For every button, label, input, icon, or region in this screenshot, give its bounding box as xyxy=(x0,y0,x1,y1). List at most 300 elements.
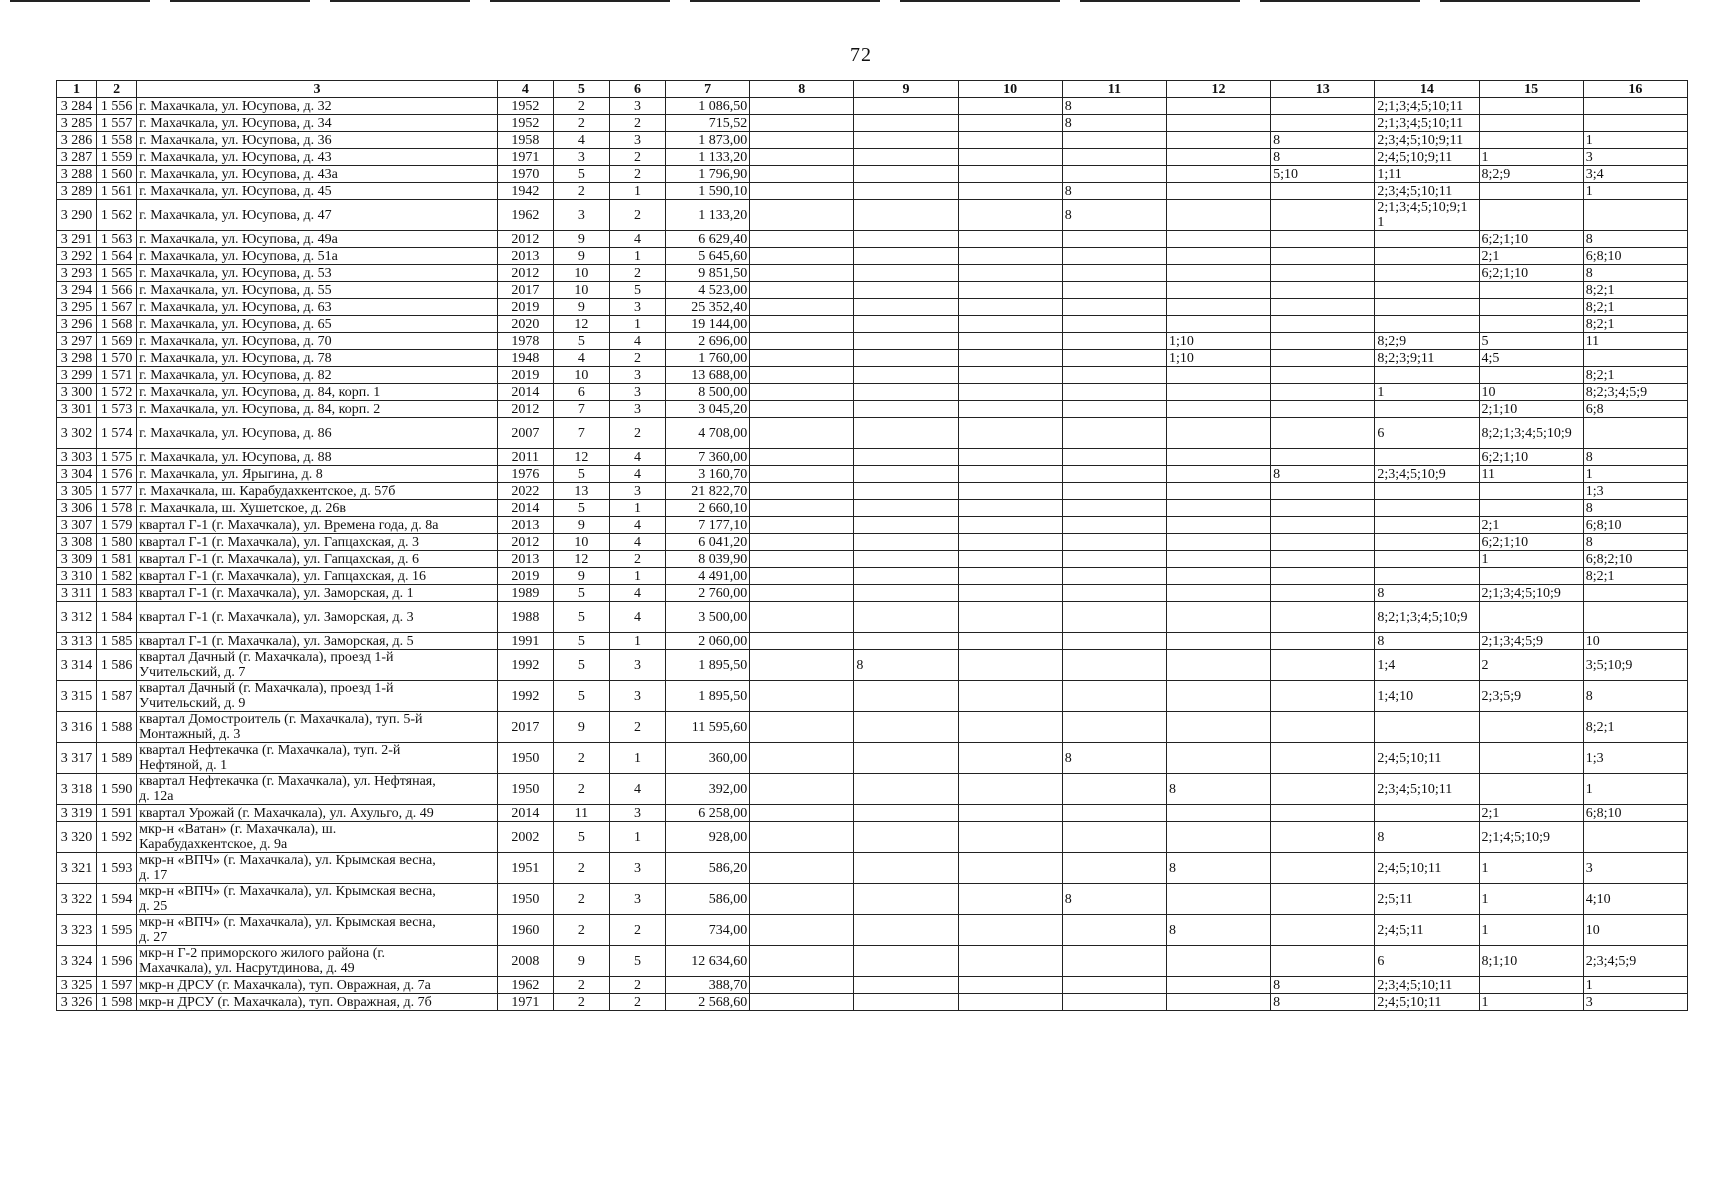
cell-year-built: 1992 xyxy=(497,681,553,712)
table-row xyxy=(57,774,1688,805)
cell-col-10 xyxy=(958,884,1062,915)
cell-col-8 xyxy=(750,712,854,743)
cell-col-13 xyxy=(1271,350,1375,367)
cell-count: 4 xyxy=(609,449,665,466)
cell-col-16: 8;2;3;4;5;9 xyxy=(1583,384,1687,401)
cell-col-11 xyxy=(1062,367,1166,384)
cell-col-11 xyxy=(1062,449,1166,466)
cell-record-number: 3 324 xyxy=(57,946,97,977)
cell-col-15 xyxy=(1479,282,1583,299)
column-header-5: 5 xyxy=(553,81,609,98)
cell-col-12 xyxy=(1166,884,1270,915)
cell-address: г. Махачкала, ул. Юсупова, д. 84, корп. 1 xyxy=(137,384,498,401)
table-row xyxy=(57,333,1688,350)
table-row xyxy=(57,115,1688,132)
cell-col-8 xyxy=(750,602,854,633)
cell-col-16: 6;8;10 xyxy=(1583,248,1687,265)
cell-floors: 6 xyxy=(553,384,609,401)
cell-area: 1 086,50 xyxy=(666,98,750,115)
cell-col-16: 1 xyxy=(1583,774,1687,805)
cell-address: квартал Домостроитель (г. Махачкала), туп. 5-й Монтажный, д. 3 xyxy=(137,712,498,743)
cell-count: 3 xyxy=(609,884,665,915)
cell-area: 7 177,10 xyxy=(666,517,750,534)
cell-col-13 xyxy=(1271,681,1375,712)
cell-col-12 xyxy=(1166,466,1270,483)
table-row xyxy=(57,200,1688,231)
cell-col-16: 1;3 xyxy=(1583,743,1687,774)
cell-col-15: 6;2;1;10 xyxy=(1479,534,1583,551)
cell-year-built: 1952 xyxy=(497,115,553,132)
cell-col-8 xyxy=(750,115,854,132)
cell-area: 928,00 xyxy=(666,822,750,853)
cell-col-15 xyxy=(1479,299,1583,316)
cell-record-number: 3 322 xyxy=(57,884,97,915)
cell-col-13: 8 xyxy=(1271,132,1375,149)
cell-col-13 xyxy=(1271,915,1375,946)
cell-col-14: 1 xyxy=(1375,384,1479,401)
cell-sequence-number: 1 567 xyxy=(97,299,137,316)
cell-col-10 xyxy=(958,681,1062,712)
cell-col-15: 2;3;5;9 xyxy=(1479,681,1583,712)
cell-area: 1 873,00 xyxy=(666,132,750,149)
cell-sequence-number: 1 583 xyxy=(97,585,137,602)
cell-col-16: 8;2;1 xyxy=(1583,316,1687,333)
cell-area: 25 352,40 xyxy=(666,299,750,316)
cell-sequence-number: 1 579 xyxy=(97,517,137,534)
cell-col-13 xyxy=(1271,200,1375,231)
cell-sequence-number: 1 588 xyxy=(97,712,137,743)
cell-col-16 xyxy=(1583,98,1687,115)
cell-col-16: 3 xyxy=(1583,853,1687,884)
cell-col-15 xyxy=(1479,602,1583,633)
cell-sequence-number: 1 560 xyxy=(97,166,137,183)
cell-col-10 xyxy=(958,115,1062,132)
cell-address: г. Махачкала, ул. Юсупова, д. 47 xyxy=(137,200,498,231)
cell-col-8 xyxy=(750,282,854,299)
table-row xyxy=(57,977,1688,994)
cell-col-10 xyxy=(958,805,1062,822)
cell-sequence-number: 1 597 xyxy=(97,977,137,994)
cell-col-14 xyxy=(1375,483,1479,500)
cell-sequence-number: 1 566 xyxy=(97,282,137,299)
cell-col-9 xyxy=(854,822,958,853)
cell-col-8 xyxy=(750,384,854,401)
cell-area: 3 045,20 xyxy=(666,401,750,418)
cell-col-9 xyxy=(854,149,958,166)
cell-col-14: 2;3;4;5;10;9 xyxy=(1375,466,1479,483)
cell-col-8 xyxy=(750,551,854,568)
cell-col-13 xyxy=(1271,853,1375,884)
cell-area: 4 491,00 xyxy=(666,568,750,585)
cell-sequence-number: 1 596 xyxy=(97,946,137,977)
cell-address: квартал Дачный (г. Махачкала), проезд 1-й Учительский, д. 9 xyxy=(137,681,498,712)
cell-sequence-number: 1 576 xyxy=(97,466,137,483)
cell-col-12 xyxy=(1166,265,1270,282)
housing-register-table xyxy=(56,80,1688,1011)
cell-col-13 xyxy=(1271,534,1375,551)
column-header-16: 16 xyxy=(1583,81,1687,98)
cell-col-16 xyxy=(1583,602,1687,633)
cell-col-8 xyxy=(750,517,854,534)
cell-record-number: 3 284 xyxy=(57,98,97,115)
cell-col-16: 3;5;10;9 xyxy=(1583,650,1687,681)
cell-record-number: 3 293 xyxy=(57,265,97,282)
cell-floors: 7 xyxy=(553,401,609,418)
cell-col-12 xyxy=(1166,98,1270,115)
cell-col-8 xyxy=(750,401,854,418)
cell-col-11 xyxy=(1062,248,1166,265)
cell-col-9 xyxy=(854,681,958,712)
cell-col-13 xyxy=(1271,884,1375,915)
cell-sequence-number: 1 580 xyxy=(97,534,137,551)
cell-col-15: 5 xyxy=(1479,333,1583,350)
cell-count: 3 xyxy=(609,681,665,712)
cell-col-13: 8 xyxy=(1271,994,1375,1011)
cell-record-number: 3 298 xyxy=(57,350,97,367)
table-row xyxy=(57,517,1688,534)
cell-year-built: 1952 xyxy=(497,98,553,115)
cell-sequence-number: 1 562 xyxy=(97,200,137,231)
cell-count: 1 xyxy=(609,743,665,774)
cell-col-12 xyxy=(1166,282,1270,299)
cell-col-15 xyxy=(1479,712,1583,743)
cell-year-built: 2012 xyxy=(497,231,553,248)
cell-record-number: 3 287 xyxy=(57,149,97,166)
cell-count: 3 xyxy=(609,805,665,822)
table-row xyxy=(57,183,1688,200)
cell-col-10 xyxy=(958,994,1062,1011)
cell-col-13 xyxy=(1271,316,1375,333)
table-row xyxy=(57,149,1688,166)
cell-col-15 xyxy=(1479,115,1583,132)
cell-sequence-number: 1 577 xyxy=(97,483,137,500)
column-header-9: 9 xyxy=(854,81,958,98)
cell-col-14: 2;3;4;5;10;11 xyxy=(1375,183,1479,200)
cell-col-14 xyxy=(1375,449,1479,466)
cell-record-number: 3 308 xyxy=(57,534,97,551)
cell-col-11 xyxy=(1062,384,1166,401)
cell-area: 13 688,00 xyxy=(666,367,750,384)
cell-floors: 12 xyxy=(553,551,609,568)
cell-year-built: 2022 xyxy=(497,483,553,500)
cell-col-9 xyxy=(854,166,958,183)
cell-floors: 12 xyxy=(553,316,609,333)
cell-col-11 xyxy=(1062,853,1166,884)
table-row xyxy=(57,384,1688,401)
cell-col-14: 6 xyxy=(1375,418,1479,449)
cell-col-10 xyxy=(958,231,1062,248)
cell-col-9 xyxy=(854,333,958,350)
cell-count: 4 xyxy=(609,466,665,483)
cell-col-13 xyxy=(1271,282,1375,299)
cell-col-16: 8 xyxy=(1583,449,1687,466)
table-row xyxy=(57,551,1688,568)
cell-year-built: 1942 xyxy=(497,183,553,200)
cell-floors: 9 xyxy=(553,517,609,534)
cell-col-12 xyxy=(1166,316,1270,333)
cell-col-15: 8;2;9 xyxy=(1479,166,1583,183)
cell-col-11 xyxy=(1062,333,1166,350)
cell-col-11 xyxy=(1062,534,1166,551)
cell-col-10 xyxy=(958,585,1062,602)
cell-col-11 xyxy=(1062,299,1166,316)
column-header-13: 13 xyxy=(1271,81,1375,98)
cell-address: мкр-н Г-2 приморского жилого района (г. Махачкала), ул. Насрутдинова, д. 49 xyxy=(137,946,498,977)
cell-floors: 2 xyxy=(553,183,609,200)
cell-col-9 xyxy=(854,449,958,466)
cell-year-built: 1989 xyxy=(497,585,553,602)
cell-col-9 xyxy=(854,132,958,149)
cell-col-8 xyxy=(750,681,854,712)
cell-col-10 xyxy=(958,299,1062,316)
cell-count: 2 xyxy=(609,418,665,449)
cell-sequence-number: 1 571 xyxy=(97,367,137,384)
cell-record-number: 3 289 xyxy=(57,183,97,200)
cell-record-number: 3 300 xyxy=(57,384,97,401)
cell-col-12 xyxy=(1166,401,1270,418)
cell-record-number: 3 326 xyxy=(57,994,97,1011)
table-row xyxy=(57,98,1688,115)
cell-col-11 xyxy=(1062,681,1166,712)
cell-count: 2 xyxy=(609,166,665,183)
cell-area: 8 500,00 xyxy=(666,384,750,401)
cell-col-13 xyxy=(1271,401,1375,418)
cell-address: г. Махачкала, ул. Юсупова, д. 70 xyxy=(137,333,498,350)
cell-col-13 xyxy=(1271,384,1375,401)
cell-col-8 xyxy=(750,367,854,384)
cell-col-14 xyxy=(1375,282,1479,299)
cell-floors: 5 xyxy=(553,466,609,483)
cell-col-9 xyxy=(854,316,958,333)
cell-col-11 xyxy=(1062,712,1166,743)
cell-col-8 xyxy=(750,483,854,500)
cell-year-built: 1976 xyxy=(497,466,553,483)
page-number: 72 xyxy=(850,44,872,66)
cell-col-13 xyxy=(1271,333,1375,350)
cell-col-12 xyxy=(1166,585,1270,602)
cell-col-11 xyxy=(1062,166,1166,183)
cell-col-12 xyxy=(1166,517,1270,534)
cell-col-13 xyxy=(1271,633,1375,650)
cell-col-10 xyxy=(958,946,1062,977)
cell-col-15: 2;1;10 xyxy=(1479,401,1583,418)
column-header-1: 1 xyxy=(57,81,97,98)
cell-floors: 2 xyxy=(553,743,609,774)
cell-col-15: 2;1 xyxy=(1479,517,1583,534)
cell-area: 7 360,00 xyxy=(666,449,750,466)
cell-floors: 9 xyxy=(553,231,609,248)
cell-col-15 xyxy=(1479,98,1583,115)
cell-col-10 xyxy=(958,534,1062,551)
cell-col-8 xyxy=(750,316,854,333)
cell-col-12 xyxy=(1166,500,1270,517)
cell-address: мкр-н «ВПЧ» (г. Махачкала), ул. Крымская весна, д. 25 xyxy=(137,884,498,915)
cell-col-8 xyxy=(750,568,854,585)
cell-col-13 xyxy=(1271,299,1375,316)
cell-col-8 xyxy=(750,166,854,183)
cell-sequence-number: 1 598 xyxy=(97,994,137,1011)
cell-area: 2 660,10 xyxy=(666,500,750,517)
table-row xyxy=(57,681,1688,712)
cell-year-built: 1970 xyxy=(497,166,553,183)
cell-floors: 5 xyxy=(553,822,609,853)
cell-count: 2 xyxy=(609,200,665,231)
cell-floors: 5 xyxy=(553,500,609,517)
cell-area: 3 500,00 xyxy=(666,602,750,633)
cell-col-15 xyxy=(1479,200,1583,231)
table-row xyxy=(57,946,1688,977)
cell-floors: 10 xyxy=(553,534,609,551)
cell-sequence-number: 1 564 xyxy=(97,248,137,265)
cell-col-11 xyxy=(1062,568,1166,585)
cell-count: 1 xyxy=(609,183,665,200)
cell-sequence-number: 1 582 xyxy=(97,568,137,585)
cell-year-built: 2014 xyxy=(497,805,553,822)
cell-col-8 xyxy=(750,884,854,915)
cell-count: 1 xyxy=(609,248,665,265)
table-row xyxy=(57,534,1688,551)
cell-col-14: 8 xyxy=(1375,822,1479,853)
cell-col-16: 1;3 xyxy=(1583,483,1687,500)
cell-col-14: 2;3;4;5;10;11 xyxy=(1375,977,1479,994)
cell-col-14 xyxy=(1375,231,1479,248)
cell-year-built: 1950 xyxy=(497,774,553,805)
cell-col-14: 2;4;5;10;11 xyxy=(1375,994,1479,1011)
cell-col-11 xyxy=(1062,282,1166,299)
cell-col-13 xyxy=(1271,517,1375,534)
cell-floors: 9 xyxy=(553,299,609,316)
cell-record-number: 3 303 xyxy=(57,449,97,466)
cell-area: 8 039,90 xyxy=(666,551,750,568)
cell-col-14: 1;4;10 xyxy=(1375,681,1479,712)
cell-col-13 xyxy=(1271,115,1375,132)
cell-record-number: 3 313 xyxy=(57,633,97,650)
cell-col-10 xyxy=(958,466,1062,483)
cell-count: 3 xyxy=(609,483,665,500)
cell-year-built: 1948 xyxy=(497,350,553,367)
cell-address: г. Махачкала, ул. Юсупова, д. 55 xyxy=(137,282,498,299)
cell-col-10 xyxy=(958,166,1062,183)
cell-col-15 xyxy=(1479,568,1583,585)
cell-area: 586,20 xyxy=(666,853,750,884)
cell-col-10 xyxy=(958,822,1062,853)
cell-floors: 3 xyxy=(553,200,609,231)
cell-col-16: 8;2;1 xyxy=(1583,712,1687,743)
column-header-3: 3 xyxy=(137,81,498,98)
cell-col-11 xyxy=(1062,418,1166,449)
cell-col-12 xyxy=(1166,483,1270,500)
table-row xyxy=(57,231,1688,248)
cell-col-14: 2;4;5;10;11 xyxy=(1375,743,1479,774)
cell-col-15 xyxy=(1479,183,1583,200)
cell-address: квартал Г-1 (г. Махачкала), ул. Заморская, д. 5 xyxy=(137,633,498,650)
cell-record-number: 3 302 xyxy=(57,418,97,449)
cell-year-built: 2017 xyxy=(497,282,553,299)
cell-record-number: 3 285 xyxy=(57,115,97,132)
cell-col-12 xyxy=(1166,534,1270,551)
cell-sequence-number: 1 570 xyxy=(97,350,137,367)
cell-col-14: 8;2;1;3;4;5;10;9 xyxy=(1375,602,1479,633)
cell-count: 3 xyxy=(609,132,665,149)
cell-col-9 xyxy=(854,551,958,568)
cell-col-15 xyxy=(1479,132,1583,149)
cell-col-8 xyxy=(750,466,854,483)
cell-col-8 xyxy=(750,822,854,853)
cell-col-14: 1;11 xyxy=(1375,166,1479,183)
cell-address: квартал Г-1 (г. Махачкала), ул. Времена года, д. 8а xyxy=(137,517,498,534)
cell-col-13 xyxy=(1271,712,1375,743)
cell-address: квартал Урожай (г. Махачкала), ул. Ахульго, д. 49 xyxy=(137,805,498,822)
cell-col-14: 6 xyxy=(1375,946,1479,977)
cell-sequence-number: 1 563 xyxy=(97,231,137,248)
cell-col-16: 6;8;2;10 xyxy=(1583,551,1687,568)
cell-col-14 xyxy=(1375,248,1479,265)
cell-col-8 xyxy=(750,994,854,1011)
cell-col-9 xyxy=(854,500,958,517)
cell-address: г. Махачкала, ул. Ярыгина, д. 8 xyxy=(137,466,498,483)
cell-col-8 xyxy=(750,248,854,265)
cell-count: 2 xyxy=(609,265,665,282)
cell-sequence-number: 1 558 xyxy=(97,132,137,149)
cell-address: г. Махачкала, ул. Юсупова, д. 84, корп. 2 xyxy=(137,401,498,418)
cell-floors: 5 xyxy=(553,602,609,633)
table-row xyxy=(57,585,1688,602)
cell-col-12 xyxy=(1166,367,1270,384)
cell-col-10 xyxy=(958,333,1062,350)
cell-count: 4 xyxy=(609,774,665,805)
cell-col-14 xyxy=(1375,265,1479,282)
cell-col-8 xyxy=(750,231,854,248)
cell-col-14: 2;4;5;10;9;11 xyxy=(1375,149,1479,166)
cell-record-number: 3 297 xyxy=(57,333,97,350)
cell-year-built: 1958 xyxy=(497,132,553,149)
cell-col-10 xyxy=(958,98,1062,115)
cell-area: 6 258,00 xyxy=(666,805,750,822)
cell-col-10 xyxy=(958,384,1062,401)
cell-address: мкр-н «ВПЧ» (г. Махачкала), ул. Крымская весна, д. 17 xyxy=(137,853,498,884)
cell-col-10 xyxy=(958,200,1062,231)
cell-col-14 xyxy=(1375,316,1479,333)
table-row xyxy=(57,805,1688,822)
cell-col-13 xyxy=(1271,650,1375,681)
cell-floors: 2 xyxy=(553,115,609,132)
cell-area: 1 895,50 xyxy=(666,650,750,681)
cell-sequence-number: 1 585 xyxy=(97,633,137,650)
cell-col-14 xyxy=(1375,568,1479,585)
cell-col-13 xyxy=(1271,248,1375,265)
cell-floors: 9 xyxy=(553,568,609,585)
cell-col-11 xyxy=(1062,602,1166,633)
cell-col-9 xyxy=(854,884,958,915)
cell-col-15 xyxy=(1479,977,1583,994)
cell-area: 734,00 xyxy=(666,915,750,946)
column-header-8: 8 xyxy=(750,81,854,98)
cell-col-10 xyxy=(958,282,1062,299)
cell-col-15: 8;2;1;3;4;5;10;9 xyxy=(1479,418,1583,449)
cell-col-16 xyxy=(1583,822,1687,853)
cell-floors: 2 xyxy=(553,977,609,994)
cell-col-12 xyxy=(1166,568,1270,585)
cell-count: 5 xyxy=(609,282,665,299)
cell-year-built: 2008 xyxy=(497,946,553,977)
cell-count: 2 xyxy=(609,551,665,568)
cell-address: мкр-н ДРСУ (г. Махачкала), туп. Овражная, д. 7а xyxy=(137,977,498,994)
cell-col-15 xyxy=(1479,316,1583,333)
cell-col-16: 11 xyxy=(1583,333,1687,350)
cell-year-built: 2013 xyxy=(497,248,553,265)
cell-col-13 xyxy=(1271,946,1375,977)
cell-col-15: 11 xyxy=(1479,466,1583,483)
